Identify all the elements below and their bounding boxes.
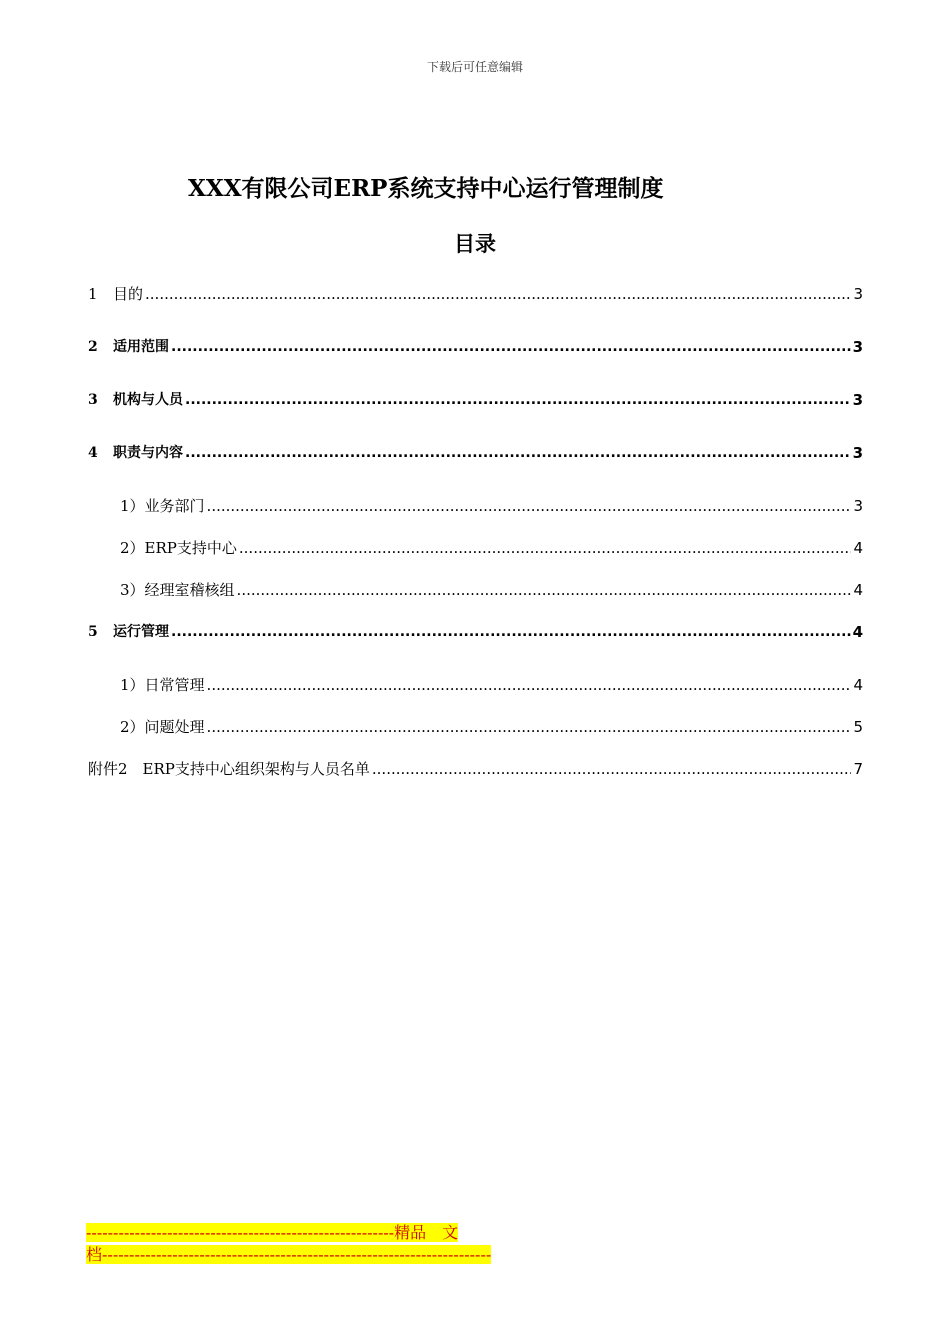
- footer-line-1-text: ---------------------------------------------------------精品 文: [86, 1223, 459, 1242]
- document-title: XXX有限公司ERP系统支持中心运行管理制度: [188, 175, 664, 202]
- toc-entry-page: 4: [853, 676, 863, 694]
- toc-entry-number: 3: [88, 392, 98, 408]
- footer-banner: [86, 1222, 491, 1266]
- toc-entry-page: 4: [853, 539, 863, 557]
- toc-leader-dots: [185, 443, 851, 463]
- toc-subentry[interactable]: [120, 492, 863, 516]
- toc-entry-number: 1: [88, 285, 98, 303]
- toc-entry[interactable]: [88, 618, 863, 642]
- toc-leader-dots: [207, 675, 852, 695]
- toc-entry-page: 3: [852, 444, 863, 462]
- toc-entry-label: 职责与内容: [113, 445, 183, 461]
- toc-entry-label: 1）业务部门: [120, 497, 205, 515]
- toc-entry-page: 3: [852, 391, 863, 409]
- toc-subentry[interactable]: [120, 576, 863, 600]
- toc-entry-page: 3: [853, 497, 863, 515]
- toc-heading: 目录: [454, 232, 496, 256]
- toc-leader-dots: [237, 580, 852, 600]
- toc-subentry[interactable]: [120, 713, 863, 737]
- toc-entry-label: 运行管理: [113, 624, 169, 640]
- footer-line-1: [86, 1222, 491, 1244]
- toc-entry-label: 1）日常管理: [120, 676, 205, 694]
- toc-entry-label: 目的: [113, 285, 144, 303]
- toc-entry-page: 5: [853, 718, 863, 736]
- toc-entry-page: 4: [852, 623, 863, 641]
- toc-entry-page: 3: [852, 338, 863, 356]
- toc-leader-dots: [171, 622, 851, 642]
- toc-leader-dots: [207, 496, 852, 516]
- toc-leader-dots: [372, 759, 852, 779]
- toc-leader-dots: [145, 284, 851, 304]
- toc-entry-label: 2）ERP支持中心: [120, 539, 237, 557]
- toc-entry[interactable]: [88, 439, 863, 463]
- toc-leader-dots: [185, 390, 851, 410]
- toc-leader-dots: [171, 337, 851, 357]
- header-note: 下载后可任意编辑: [426, 60, 523, 74]
- toc-entry-label: 适用范围: [113, 339, 169, 355]
- toc-entry[interactable]: [88, 333, 863, 357]
- toc-entry[interactable]: [88, 280, 863, 304]
- toc-entry-label: 机构与人员: [113, 392, 183, 408]
- toc-entry-label: 附件2 ERP支持中心组织架构与人员名单: [88, 760, 370, 778]
- toc-entry-page: 7: [853, 760, 863, 778]
- toc-entry-number: 4: [88, 445, 98, 461]
- toc-entry-appendix[interactable]: [88, 755, 863, 779]
- toc-entry-page: 3: [853, 285, 863, 303]
- toc-entry-number: 5: [88, 624, 98, 640]
- toc-entry-label: 3）经理室稽核组: [120, 581, 235, 599]
- toc-entry-label: 2）问题处理: [120, 718, 205, 736]
- toc-entry-number: 2: [88, 339, 98, 355]
- footer-line-2-text: 档------------------------------------------------------------------------: [86, 1245, 492, 1264]
- toc-entry[interactable]: [88, 386, 863, 410]
- toc-subentry[interactable]: [120, 671, 863, 695]
- toc-leader-dots: [207, 717, 852, 737]
- toc-leader-dots: [239, 538, 852, 558]
- toc-subentry[interactable]: [120, 534, 863, 558]
- footer-line-2: [86, 1244, 491, 1266]
- toc-entry-page: 4: [853, 581, 863, 599]
